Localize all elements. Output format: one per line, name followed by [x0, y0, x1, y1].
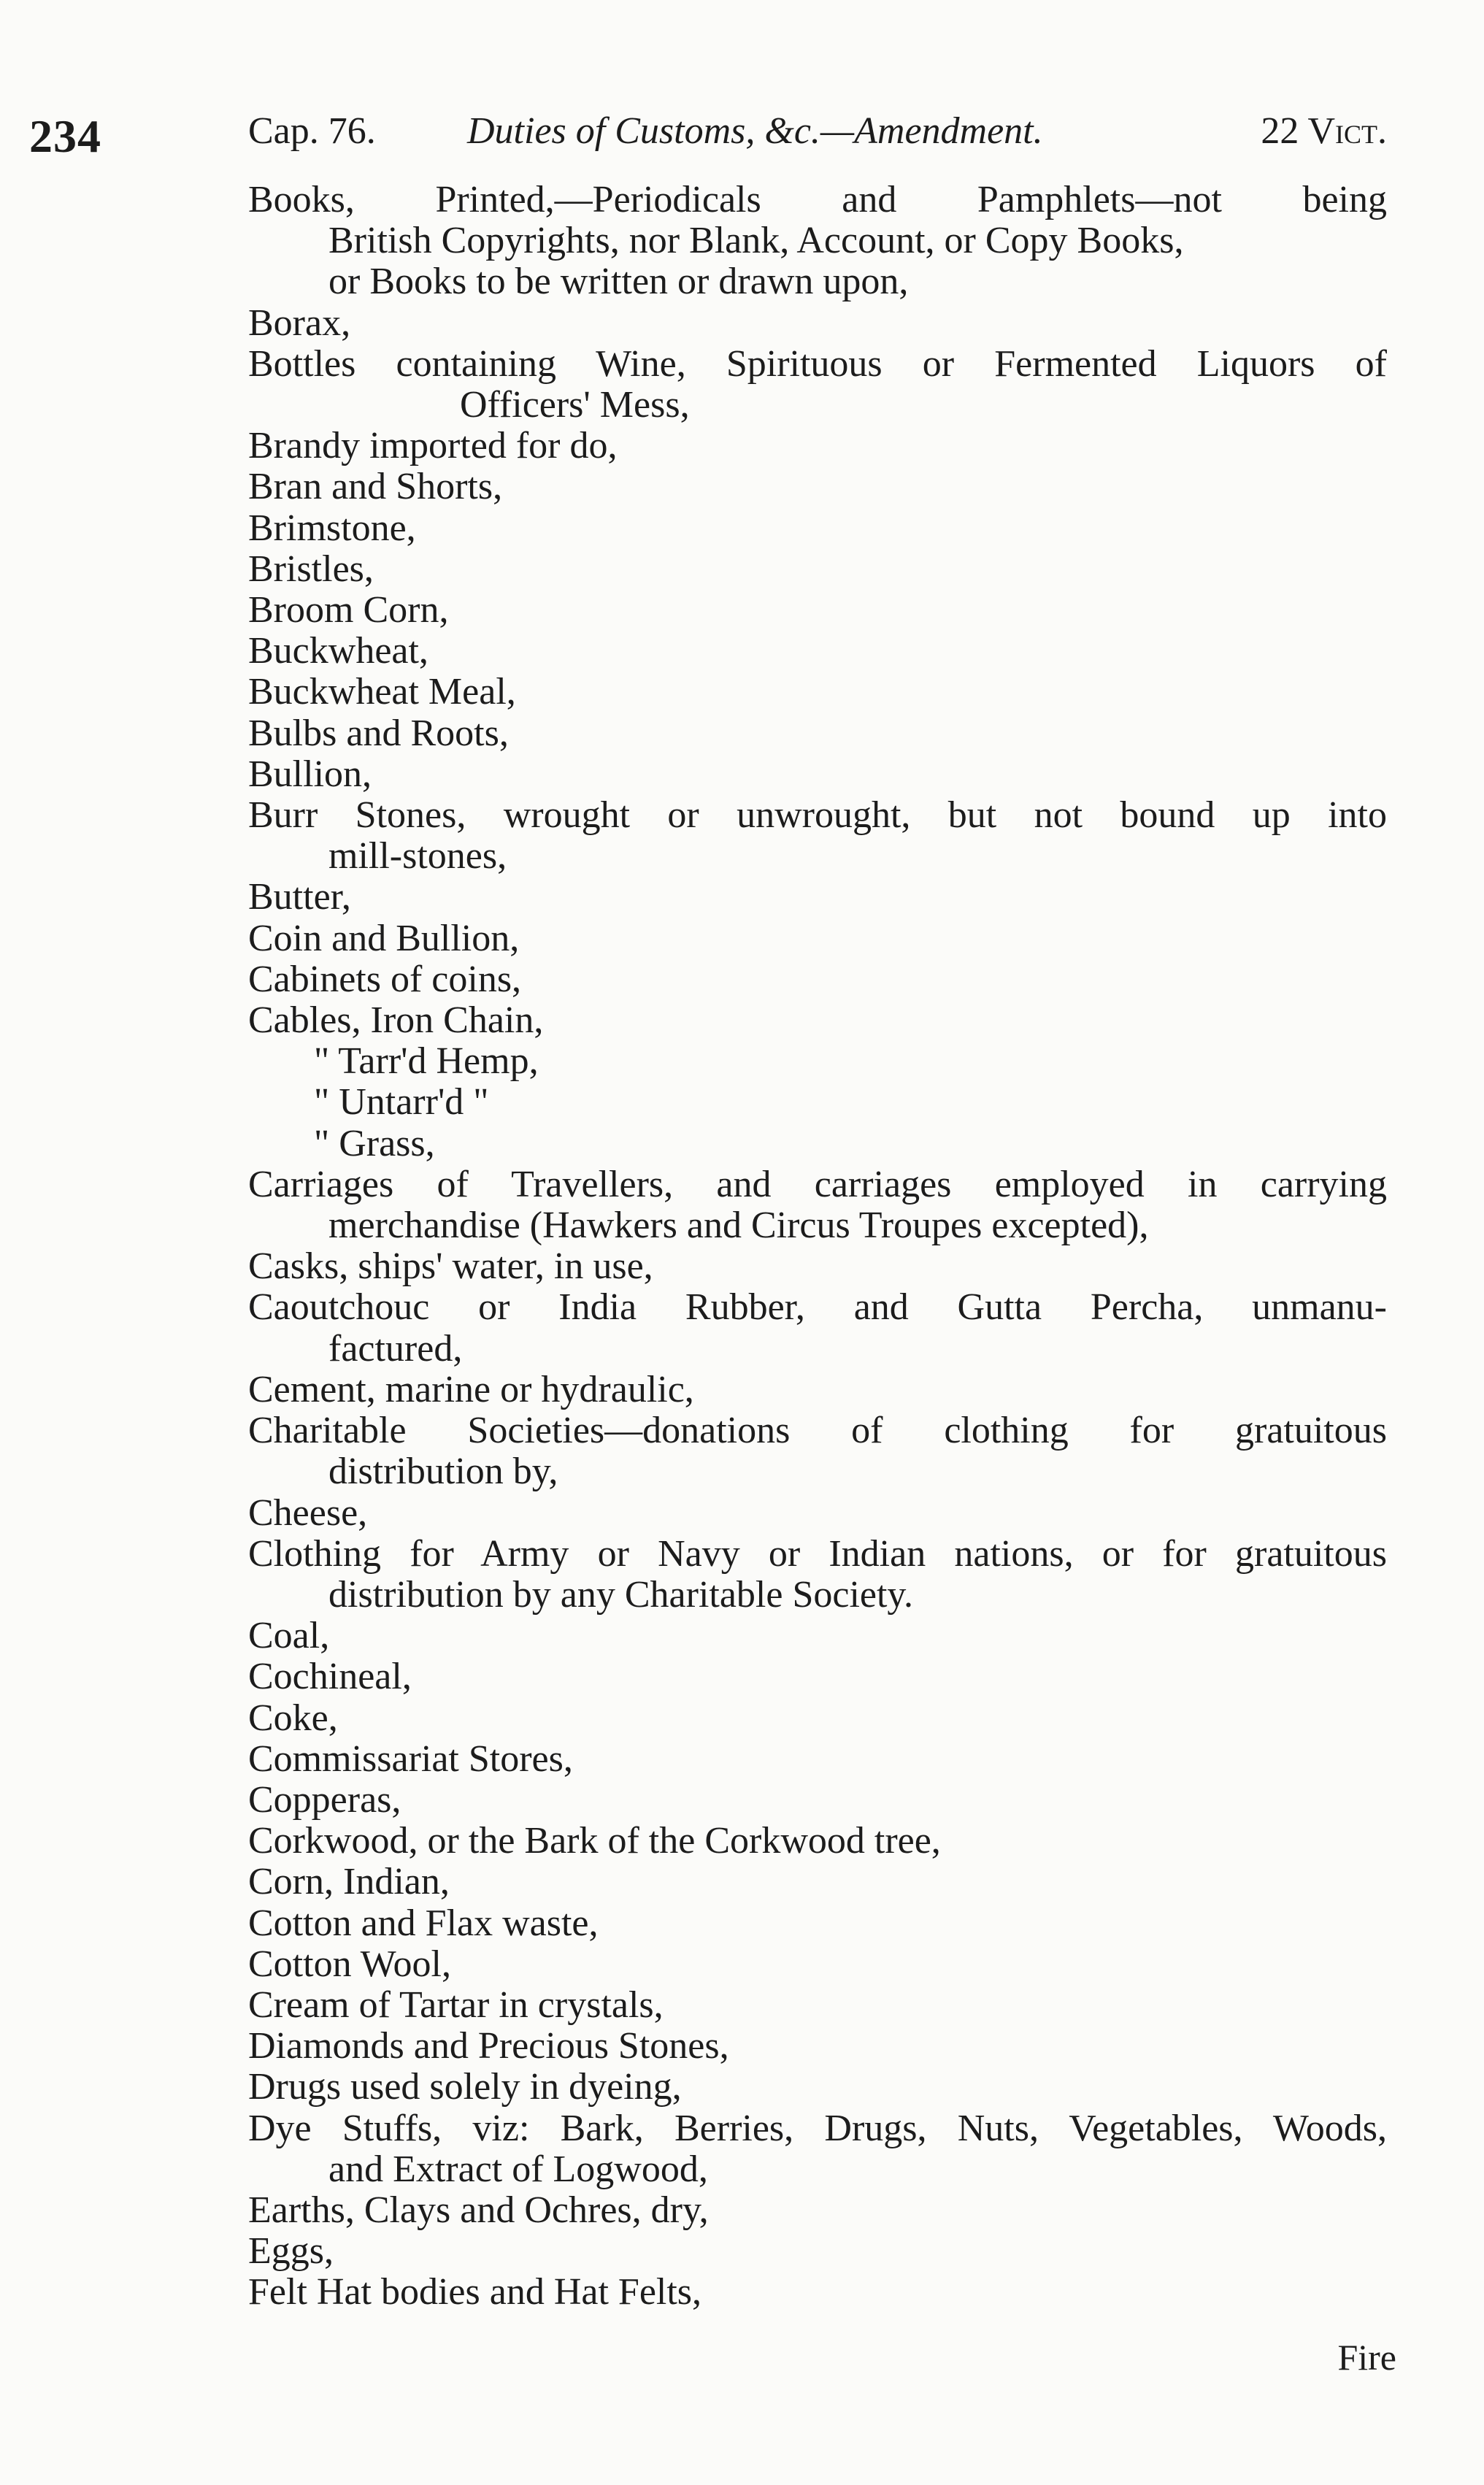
list-item [248, 2026, 1387, 2067]
entry-text: Buckwheat Meal, [248, 671, 516, 713]
entry-text: Earths, Clays and Ochres, dry, [248, 2189, 709, 2231]
duty-free-items-list [248, 180, 1387, 2313]
list-item [248, 426, 1387, 466]
list-item [248, 1246, 1387, 1287]
list-item [248, 180, 1387, 303]
list-item [248, 631, 1387, 672]
entry-text: Corn, Indian, [248, 1861, 450, 1903]
list-item [248, 1944, 1387, 1985]
entry-text: Buckwheat, [248, 630, 428, 672]
running-head [248, 110, 1387, 168]
entry-continuation: factured, [328, 1327, 463, 1370]
entry-text: Casks, ships' water, in use, [248, 1245, 653, 1288]
entry-continuation: merchandise (Hawkers and Circus Troupes excepted), [328, 1205, 1149, 1247]
entry-text: Coin and Bullion, [248, 917, 520, 959]
list-item [248, 1985, 1387, 2026]
page-title: Duties of Customs, &c.—Amendment. [467, 110, 1043, 152]
list-item [248, 2190, 1387, 2231]
entry-text: Dye Stuffs, viz: Bark, Berries, Drugs, Nuts, Vegetables, Woods, [248, 2107, 1387, 2149]
entry-text: Broom Corn, [248, 589, 449, 631]
entry-text: " Untarr'd " [314, 1081, 489, 1124]
entry-text: Borax, [248, 301, 351, 344]
entry-text: Cotton and Flax waste, [248, 1902, 599, 1944]
list-item [248, 344, 1387, 426]
entry-text: Coke, [248, 1697, 338, 1739]
entry-continuation: or Books to be written or drawn upon, [328, 261, 909, 303]
entry-text: Copperas, [248, 1778, 401, 1821]
entry-continuation: distribution by, [328, 1451, 558, 1493]
list-item [248, 713, 1387, 754]
list-item [248, 1656, 1387, 1697]
chapter-reference: Cap. 76. [248, 110, 376, 152]
list-item [248, 1780, 1387, 1821]
entry-text: Bottles containing Wine, Spirituous or Fermented Liquors of [248, 342, 1387, 385]
entry-text: Coal, [248, 1615, 330, 1657]
list-item [248, 1903, 1387, 1944]
list-item [248, 1821, 1387, 1862]
list-item [248, 1124, 1387, 1164]
entry-text: Books, Printed,—Periodicals and Pamphlets—not being [248, 179, 1387, 220]
list-item [248, 1862, 1387, 1902]
list-item [248, 466, 1387, 507]
list-item [248, 2067, 1387, 2108]
entry-text: Diamonds and Precious Stones, [248, 2025, 729, 2067]
entry-continuation: British Copyrights, nor Blank, Account, or Copy Books, [328, 220, 1184, 262]
page-number: 234 [29, 110, 101, 162]
list-item [248, 1493, 1387, 1534]
entry-continuation: distribution by any Charitable Society. [328, 1573, 914, 1616]
list-item [248, 1534, 1387, 1616]
catchword: Fire [1337, 2337, 1396, 2378]
list-item [248, 795, 1387, 877]
list-item [248, 1164, 1387, 1246]
entry-continuation: Officers' Mess, [460, 384, 690, 426]
list-item [248, 959, 1387, 1000]
entry-text: Burr Stones, wrought or unwrought, but not bound up into [248, 794, 1387, 837]
entry-text: Caoutchouc or India Rubber, and Gutta Percha, unmanu- [248, 1286, 1387, 1329]
entry-text: " Tarr'd Hemp, [314, 1040, 539, 1083]
list-item [248, 1287, 1387, 1369]
entry-text: Brimstone, [248, 507, 416, 549]
list-item [248, 672, 1387, 713]
entry-text: Bran and Shorts, [248, 466, 503, 508]
list-item [248, 1000, 1387, 1041]
entry-text: " Grass, [314, 1122, 435, 1164]
entry-text: Commissariat Stores, [248, 1737, 573, 1780]
entry-text: Charitable Societies—donations of clothing for gratuitous [248, 1410, 1387, 1452]
list-item [248, 590, 1387, 631]
entry-text: Corkwood, or the Bark of the Corkwood tree, [248, 1820, 941, 1862]
list-item [248, 1739, 1387, 1780]
list-item [248, 2231, 1387, 2272]
list-item [248, 508, 1387, 549]
entry-text: Cheese, [248, 1491, 368, 1534]
list-item [248, 1082, 1387, 1123]
entry-text: Cochineal, [248, 1656, 412, 1698]
list-item [248, 1370, 1387, 1410]
entry-text: Felt Hat bodies and Hat Felts, [248, 2271, 702, 2313]
entry-continuation: mill-stones, [328, 835, 507, 877]
entry-text: Cream of Tartar in crystals, [248, 1983, 664, 2026]
entry-text: Brandy imported for do, [248, 425, 618, 467]
list-item [248, 877, 1387, 918]
entry-text: Butter, [248, 876, 351, 918]
list-item [248, 2108, 1387, 2190]
entry-text: Cement, marine or hydraulic, [248, 1368, 694, 1410]
list-item [248, 549, 1387, 590]
list-item [248, 1410, 1387, 1492]
entry-text: Cables, Iron Chain, [248, 999, 544, 1042]
entry-continuation: and Extract of Logwood, [328, 2148, 708, 2190]
entry-text: Carriages of Travellers, and carriages employed in carrying [248, 1163, 1387, 1205]
list-item [248, 1041, 1387, 1082]
entry-text: Eggs, [248, 2230, 334, 2273]
list-item [248, 1616, 1387, 1656]
entry-text: Bulbs and Roots, [248, 712, 509, 754]
list-item [248, 2272, 1387, 2313]
entry-text: Bristles, [248, 548, 374, 590]
list-item [248, 303, 1387, 344]
list-item [248, 1698, 1387, 1739]
entry-text: Drugs used solely in dyeing, [248, 2066, 682, 2108]
list-item [248, 754, 1387, 795]
list-item [248, 918, 1387, 959]
entry-text: Clothing for Army or Navy or Indian nations, or for gratuitous [248, 1532, 1387, 1575]
entry-text: Cotton Wool, [248, 1943, 452, 1985]
regnal-year: 22 Vict. [1261, 110, 1387, 152]
entry-text: Bullion, [248, 753, 372, 795]
entry-text: Cabinets of coins, [248, 958, 522, 1000]
